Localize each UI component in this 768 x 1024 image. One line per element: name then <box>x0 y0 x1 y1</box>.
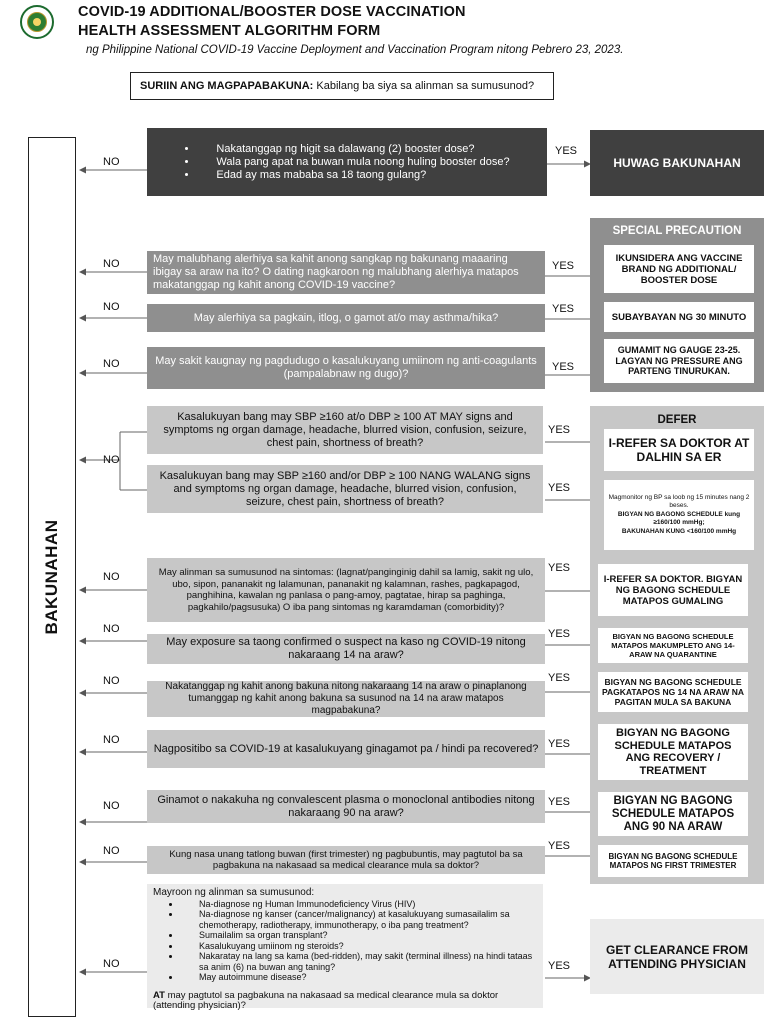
outcome-huwag-bakunahan: HUWAG BAKUNAHAN <box>590 130 764 196</box>
no-label: NO <box>103 156 120 168</box>
answer-consider-brand: IKUNSIDERA ANG VACCINE BRAND NG ADDITIONAL/ BOOSTER DOSE <box>604 245 754 293</box>
yes-label: YES <box>548 562 571 574</box>
question-pregnancy: Kung nasa unang tatlong buwan (first trimester) ng pagbubuntis, may pagtutol ba sa pagbakuna na nakasaad sa medical clearance mula sa doktor? <box>147 846 545 874</box>
clearance-intro: Mayroon ng alinman sa sumusunod: <box>153 887 315 898</box>
form-subtitle: ng Philippine National COVID-19 Vaccine Deployment and Vaccination Program nitong Pebrero 23, 2023. <box>86 44 624 56</box>
question-plasma: Ginamot o nakakuha ng convalescent plasma o monoclonal antibodies nitong nakaraang 90 na araw? <box>147 790 545 823</box>
yes-label: YES <box>552 260 575 272</box>
answer-refer-gumaling: I-REFER SA DOKTOR. BIGYAN NG BAGONG SCHEDULE MATAPOS GUMALING <box>598 564 748 616</box>
no-label: NO <box>103 675 120 687</box>
no-label: NO <box>103 958 120 970</box>
answer-monitor-bp <box>604 480 754 550</box>
clearance-condition: • Nakaratay na lang sa kama (bed-ridden), may sakit (terminal illness) na hindi tataas sa anim (6) na buwan ang taning? <box>181 951 537 972</box>
no-label: NO <box>103 258 120 270</box>
outcome-get-clearance: GET CLEARANCE FROM ATTENDING PHYSICIAN <box>590 919 764 994</box>
question-symptoms: May alinman sa sumusunod na sintomas: (lagnat/panginginig dahil sa lamig, sakit ng ulo, ubo, sipon, pananakit ng lalamunan, pananakit ng kalamnan, rashes, pagkapagod, panghihina, kawalan ng panlasa o pang-amoy, pagtatae, hirap sa paghinga, pagkahilo/pagsusuka) O iba pang sintomas ng karamdaman (comorbidity)? <box>147 558 545 622</box>
yes-label: YES <box>548 672 571 684</box>
ineligible-criterion: • Wala pang apat na buwan mula noong huling booster dose? <box>198 156 509 169</box>
answer-after-90-days: BIGYAN NG BAGONG SCHEDULE MATAPOS ANG 90 NA ARAW <box>598 792 748 836</box>
question-vaccine-allergy: May malubhang alerhiya sa kahit anong sangkap ng bakunang maaaring ibigay sa araw na ito? O dating nagkaroon ng malubhang alerhiya matapos makatanggap ng kahit anong COVID-19 vaccine? <box>147 251 545 294</box>
yes-label: YES <box>548 738 571 750</box>
question-covid-positive: Nagpositibo sa COVID-19 at kasalukuyang ginagamot pa / hindi pa recovered? <box>147 730 545 768</box>
answer-observe-30min: SUBAYBAYAN NG 30 MINUTO <box>604 302 754 332</box>
no-label: NO <box>103 800 120 812</box>
ineligible-criterion: • Edad ay mas mababa sa 18 taong gulang? <box>198 169 509 182</box>
yes-label: YES <box>548 424 571 436</box>
question-ineligible <box>147 128 547 196</box>
yes-label: YES <box>548 482 571 494</box>
answer-refer-er: I-REFER SA DOKTOR AT DALHIN SA ER <box>604 429 754 471</box>
answer-gauge: GUMAMIT NG GAUGE 23-25. LAGYAN NG PRESSURE ANG PARTENG TINURUKAN. <box>604 339 754 383</box>
yes-label: YES <box>548 840 571 852</box>
clearance-condition: • May autoimmune disease? <box>181 972 537 983</box>
no-label: NO <box>103 845 120 857</box>
defer-heading: DEFER <box>657 414 697 426</box>
clearance-closing-text: may pagtutol sa pagbakuna na nakasaad sa medical clearance mula sa doktor (attending physician)? <box>153 989 499 1011</box>
answer-after-trimester: BIGYAN NG BAGONG SCHEDULE MATAPOS NG FIRST TRIMESTER <box>598 845 748 877</box>
monitor-bp-line3: BAKUNAHAN KUNG <160/100 mmHg <box>621 527 737 535</box>
question-clearance-conditions <box>147 884 543 1011</box>
clearance-closing <box>153 991 537 1012</box>
clearance-condition: • Na-diagnose ng kanser (cancer/malignancy) at kasalukuyang sumasailalim sa chemotherapy, radiotherapy, immunotherapy, o iba pang treatment? <box>181 909 537 930</box>
question-food-allergy: May alerhiya sa pagkain, itlog, o gamot at/o may asthma/hika? <box>147 304 545 332</box>
special-precaution-heading: SPECIAL PRECAUTION <box>612 225 742 237</box>
clearance-at: AT <box>153 989 165 1001</box>
clearance-condition: • Kasalukuyang umiinom ng steroids? <box>181 941 537 952</box>
answer-after-recovery: BIGYAN NG BAGONG SCHEDULE MATAPOS ANG RECOVERY / TREATMENT <box>598 724 748 780</box>
yes-label: YES <box>552 361 575 373</box>
screening-prompt-text: Kabilang ba siya sa alinman sa sumusunod? <box>313 80 535 92</box>
no-label: NO <box>103 571 120 583</box>
yes-label: YES <box>548 796 571 808</box>
no-label: NO <box>103 358 120 370</box>
question-exposure: May exposure sa taong confirmed o suspect na kaso ng COVID-19 nitong nakaraang 14 na araw? <box>147 634 545 664</box>
form-title-line1: COVID-19 ADDITIONAL/BOOSTER DOSE VACCINATION <box>78 4 466 20</box>
answer-14-days-gap: BIGYAN NG BAGONG SCHEDULE PAGKATAPOS NG 14 NA ARAW NA PAGITAN MULA SA BAKUNA <box>598 672 748 712</box>
question-bp-no-symptoms: Kasalukuyan bang may SBP ≥160 and/or DBP ≥ 100 NANG WALANG signs and symptoms ng organ damage, headache, blurred vision, confusion, seizure, chest pain, shortness of breath? <box>147 465 543 513</box>
question-bleeding: May sakit kaugnay ng pagdudugo o kasalukuyang umiinom ng anti-coagulants (pampalabnaw ng dugo)? <box>147 347 545 389</box>
question-other-vaccine: Nakatanggap ng kahit anong bakuna nitong nakaraang 14 na araw o pinaplanong tumanggap ng kahit anong bakuna sa susunod na 14 na araw matapos magpabakuna? <box>147 681 545 717</box>
yes-label: YES <box>555 145 578 157</box>
screening-prompt-prefix: SURIIN ANG MAGPAPABAKUNA: <box>140 80 314 92</box>
monitor-bp-line2: BIGYAN NG BAGONG SCHEDULE kung ≥160/100 mmHg; <box>617 510 741 527</box>
no-label: NO <box>103 454 120 466</box>
clearance-condition: • Sumailalim sa organ transplant? <box>181 930 537 941</box>
no-label: NO <box>103 301 120 313</box>
no-label: NO <box>103 623 120 635</box>
clearance-conditions-list <box>153 899 537 983</box>
ineligible-criterion: • Nakatanggap ng higit sa dalawang (2) booster dose? <box>198 143 509 156</box>
ineligible-criteria-list <box>184 143 509 182</box>
yes-label: YES <box>552 303 575 315</box>
no-label: NO <box>103 734 120 746</box>
form-title-line2: HEALTH ASSESSMENT ALGORITHM FORM <box>78 23 381 39</box>
bakunahan-label: BAKUNAHAN <box>42 519 61 635</box>
clearance-condition: • Na-diagnose ng Human Immunodeficiency Virus (HIV) <box>181 899 537 910</box>
question-bp-with-symptoms: Kasalukuyan bang may SBP ≥160 at/o DBP ≥ 100 AT MAY signs and symptoms ng organ damage, headache, blurred vision, confusion, seizure, chest pain, shortness of breath? <box>147 406 543 454</box>
monitor-bp-line1: Magmonitor ng BP sa loob ng 15 minutes nang 2 beses. <box>608 493 750 510</box>
answer-quarantine: BIGYAN NG BAGONG SCHEDULE MATAPOS MAKUMPLETO ANG 14-ARAW NA QUARANTINE <box>598 628 748 663</box>
yes-label: YES <box>548 628 571 640</box>
yes-label: YES <box>548 960 571 972</box>
